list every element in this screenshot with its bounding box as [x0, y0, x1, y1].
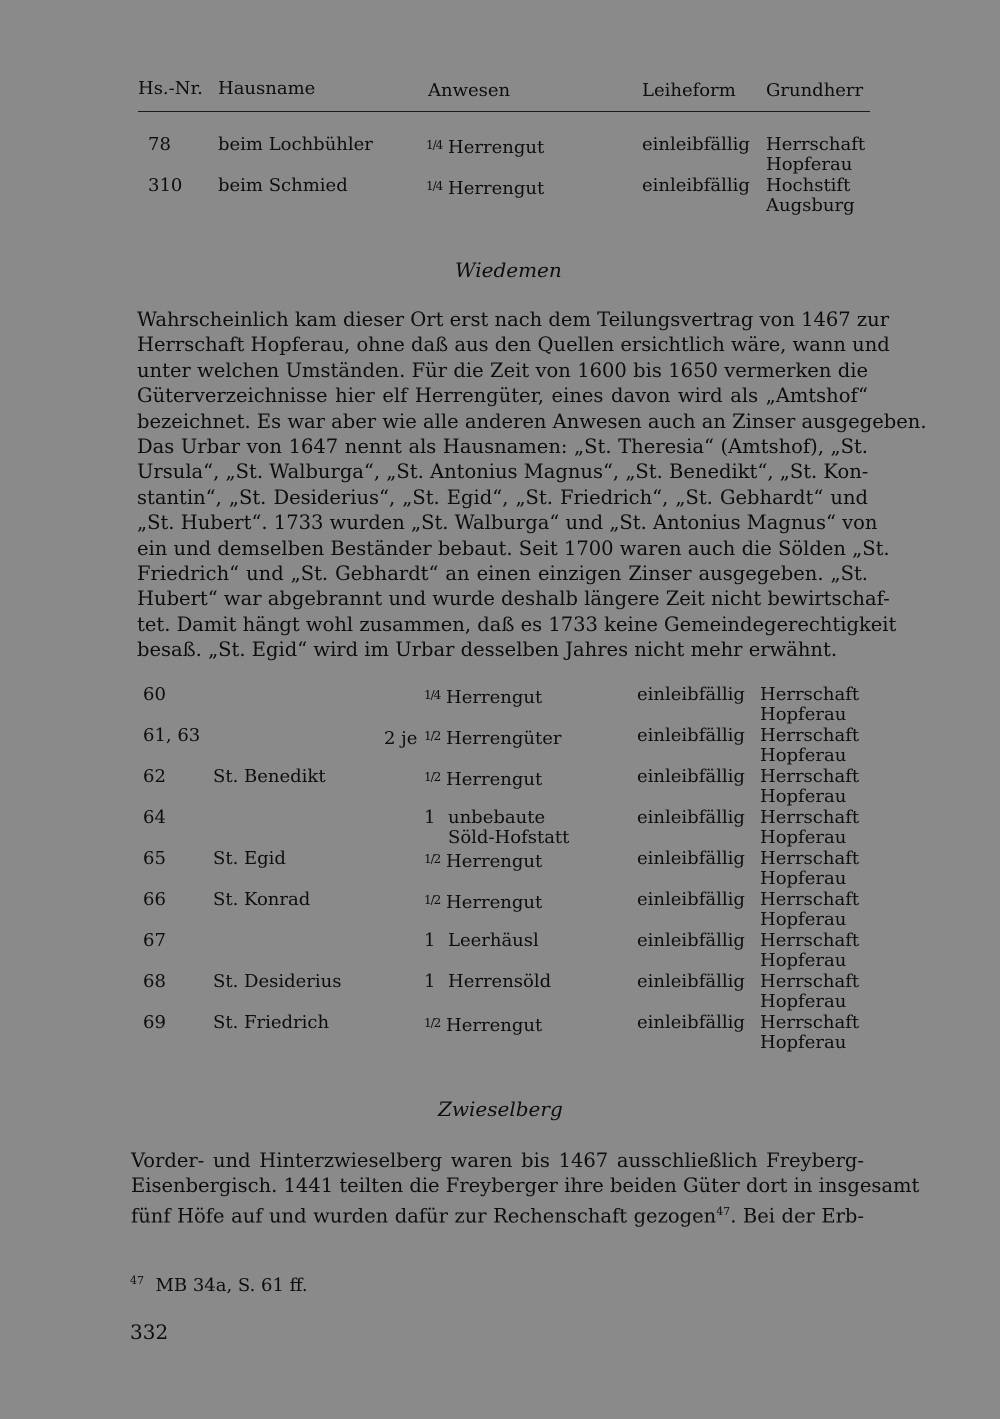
anwesen-quantity: 1 — [424, 930, 436, 951]
paragraph-line: stantin“, „St. Desiderius“, „St. Egid“, „St. Friedrich“, „St. Gebhardt“ und — [137, 485, 868, 509]
anwesen-fraction: 1/2 — [424, 729, 441, 743]
footnote-text: MB 34a, S. 61 ff. — [155, 1275, 308, 1296]
cell-house-number: 62 — [143, 766, 166, 787]
paragraph-line: „St. Hubert“. 1733 wurden „St. Walburga“ und „St. Antonius Magnus“ von — [137, 511, 878, 535]
anwesen-label: Herrengut — [446, 892, 543, 913]
cell-grundherr-continued: Hopferau — [760, 909, 847, 930]
cell-grundherr: Herrschaft — [760, 766, 860, 787]
cell-anwesen — [424, 931, 539, 951]
cell-house-name: beim Lochbühler — [218, 134, 373, 155]
cell-grundherr: Herrschaft — [760, 807, 860, 828]
cell-grundherr-continued: Hopferau — [760, 868, 847, 889]
cell-anwesen — [426, 176, 544, 199]
cell-grundherr-continued: Hopferau — [760, 827, 847, 848]
anwesen-label: Herrengüter — [446, 728, 562, 749]
cell-house-name: beim Schmied — [218, 175, 348, 196]
cell-grundherr-continued: Hopferau — [760, 1032, 847, 1053]
cell-grundherr-continued: Augsburg — [766, 195, 855, 216]
cell-grundherr: Herrschaft — [760, 889, 860, 910]
footnote-reference: 47 — [716, 1204, 731, 1218]
anwesen-label: unbebaute — [448, 807, 546, 828]
cell-anwesen — [424, 685, 542, 708]
column-header-leiheform: Leiheform — [642, 80, 736, 101]
cell-leiheform: einleibfällig — [637, 684, 745, 705]
cell-house-name: St. Desiderius — [213, 971, 342, 992]
cell-leiheform: einleibfällig — [642, 134, 750, 155]
anwesen-quantity: 1 — [424, 807, 436, 828]
cell-leiheform: einleibfällig — [637, 725, 745, 746]
cell-grundherr: Herrschaft — [766, 134, 866, 155]
column-header-anwesen: Anwesen — [428, 80, 511, 101]
cell-house-number: 60 — [143, 684, 166, 705]
cell-leiheform: einleibfällig — [637, 971, 745, 992]
anwesen-label: Herrengut — [446, 1015, 543, 1036]
section-paragraph-zwieselberg — [131, 1148, 920, 1229]
section-title-zwieselberg: Zwieselberg — [438, 1097, 563, 1121]
cell-grundherr: Herrschaft — [760, 684, 860, 705]
paragraph-line: Ursula“, „St. Walburga“, „St. Antonius Magnus“, „St. Benedikt“, „St. Kon- — [137, 460, 869, 484]
anwesen-label: Leerhäusl — [448, 930, 539, 951]
anwesen-fraction: 1/4 — [426, 138, 443, 152]
anwesen-fraction: 1/4 — [424, 688, 441, 702]
section-title-wiedemen: Wiedemen — [455, 258, 562, 282]
cell-house-number: 67 — [143, 930, 166, 951]
anwesen-label: Herrengut — [446, 769, 543, 790]
anwesen-fraction: 1/4 — [426, 179, 443, 193]
cell-leiheform: einleibfällig — [637, 889, 745, 910]
cell-grundherr-continued: Hopferau — [760, 704, 847, 725]
cell-grundherr: Herrschaft — [760, 930, 860, 951]
cell-leiheform: einleibfällig — [642, 175, 750, 196]
cell-anwesen — [384, 726, 561, 749]
cell-grundherr-continued: Hopferau — [760, 786, 847, 807]
cell-leiheform: einleibfällig — [637, 766, 745, 787]
paragraph-line: Eisenbergisch. 1441 teilten die Freyberger ihre beiden Güter dort in insgesamt — [131, 1174, 920, 1198]
cell-leiheform: einleibfällig — [637, 1012, 745, 1033]
page-number: 332 — [130, 1320, 169, 1344]
cell-anwesen-continued: Söld-Hofstatt — [448, 827, 570, 848]
cell-grundherr: Herrschaft — [760, 1012, 860, 1033]
anwesen-fraction: 1/2 — [424, 893, 441, 907]
cell-house-name: St. Konrad — [213, 889, 311, 910]
paragraph-line: Wahrscheinlich kam dieser Ort erst nach dem Teilungsvertrag von 1467 zur — [137, 308, 890, 331]
cell-anwesen — [426, 135, 544, 158]
paragraph-line: unter welchen Umständen. Für die Zeit von 1600 bis 1650 vermerken die — [137, 358, 868, 382]
paragraph-line: tet. Damit hängt wohl zusammen, daß es 1733 keine Gemeindegerechtigkeit — [137, 612, 897, 636]
paragraph-line-text: fünf Höfe auf und wurden dafür zur Rechenschaft gezogen — [131, 1204, 717, 1228]
anwesen-fraction: 1/2 — [424, 1016, 441, 1030]
cell-grundherr-continued: Hopferau — [760, 991, 847, 1012]
cell-house-number: 78 — [148, 134, 171, 155]
cell-grundherr: Herrschaft — [760, 848, 860, 869]
footnote-number: 47 — [130, 1274, 144, 1287]
column-header-hausname: Hausname — [218, 78, 316, 99]
paragraph-line: Das Urbar von 1647 nennt als Hausnamen: „St. Theresia“ (Amtshof), „St. — [137, 435, 868, 459]
cell-leiheform: einleibfällig — [637, 930, 745, 951]
cell-grundherr: Herrschaft — [760, 725, 860, 746]
cell-house-number: 66 — [143, 889, 166, 910]
column-header-nr: Hs.-Nr. — [138, 78, 203, 99]
header-rule — [138, 111, 870, 112]
cell-anwesen — [424, 972, 551, 992]
cell-anwesen — [424, 849, 542, 872]
anwesen-quantity: 2 je — [384, 728, 418, 749]
cell-house-number: 65 — [143, 848, 166, 869]
paragraph-line: Herrschaft Hopferau, ohne daß aus den Quellen ersichtlich wäre, wann und — [137, 333, 890, 357]
cell-leiheform: einleibfällig — [637, 848, 745, 869]
anwesen-label: Herrengut — [446, 687, 543, 708]
paragraph-line: Güterverzeichnisse hier elf Herrengüter, eines davon wird als „Amtshof“ — [137, 384, 868, 408]
paragraph-line-text: Bei der Erb- — [742, 1204, 864, 1228]
cell-grundherr-continued: Hopferau — [760, 950, 847, 971]
paragraph-line: Vorder- und Hinterzwieselberg waren bis 1467 ausschließlich Freyberg- — [131, 1149, 864, 1172]
cell-house-number: 69 — [143, 1012, 166, 1033]
cell-anwesen — [424, 1013, 542, 1036]
cell-anwesen — [424, 890, 542, 913]
paragraph-line: besaß. „St. Egid“ wird im Urbar desselben Jahres nicht mehr erwähnt. — [137, 638, 838, 662]
anwesen-fraction: 1/2 — [424, 852, 441, 866]
cell-anwesen — [424, 767, 542, 790]
cell-grundherr-continued: Hopferau — [760, 745, 847, 766]
cell-house-number: 68 — [143, 971, 166, 992]
anwesen-label: Herrengut — [448, 137, 545, 158]
cell-house-name: St. Benedikt — [213, 766, 326, 787]
cell-grundherr: Herrschaft — [760, 971, 860, 992]
footnote — [130, 1274, 308, 1296]
anwesen-quantity: 1 — [424, 971, 436, 992]
column-header-grundherr: Grundherr — [766, 80, 864, 101]
cell-grundherr-continued: Hopferau — [766, 154, 853, 175]
cell-house-name: St. Egid — [213, 848, 286, 869]
anwesen-label: Herrensöld — [448, 971, 552, 992]
paragraph-line: bezeichnet. Es war aber wie alle anderen Anwesen auch an Zinser ausgegeben. — [137, 409, 927, 433]
anwesen-fraction: 1/2 — [424, 770, 441, 784]
anwesen-label: Herrengut — [446, 851, 543, 872]
cell-anwesen — [424, 808, 545, 828]
section-paragraph-wiedemen — [137, 307, 927, 663]
anwesen-label: Herrengut — [448, 178, 545, 199]
paragraph-line: ein und demselben Beständer bebaut. Seit 1700 waren auch die Sölden „St. — [137, 536, 890, 560]
cell-house-number: 61, 63 — [143, 725, 201, 746]
paragraph-line: Friedrich“ und „St. Gebhardt“ an einen einzigen Zinser ausgegeben. „St. — [137, 562, 868, 586]
cell-house-number: 64 — [143, 807, 166, 828]
paragraph-line: fünf Höfe auf und wurden dafür zur Rechenschaft gezogen$^{47}$. Bei der Erb- — [131, 1204, 864, 1228]
cell-leiheform: einleibfällig — [637, 807, 745, 828]
cell-grundherr: Hochstift — [766, 175, 851, 196]
paragraph-line: Hubert“ war abgebrannt und wurde deshalb längere Zeit nicht bewirtschaf- — [137, 587, 890, 611]
cell-house-number: 310 — [148, 175, 183, 196]
cell-house-name: St. Friedrich — [213, 1012, 330, 1033]
